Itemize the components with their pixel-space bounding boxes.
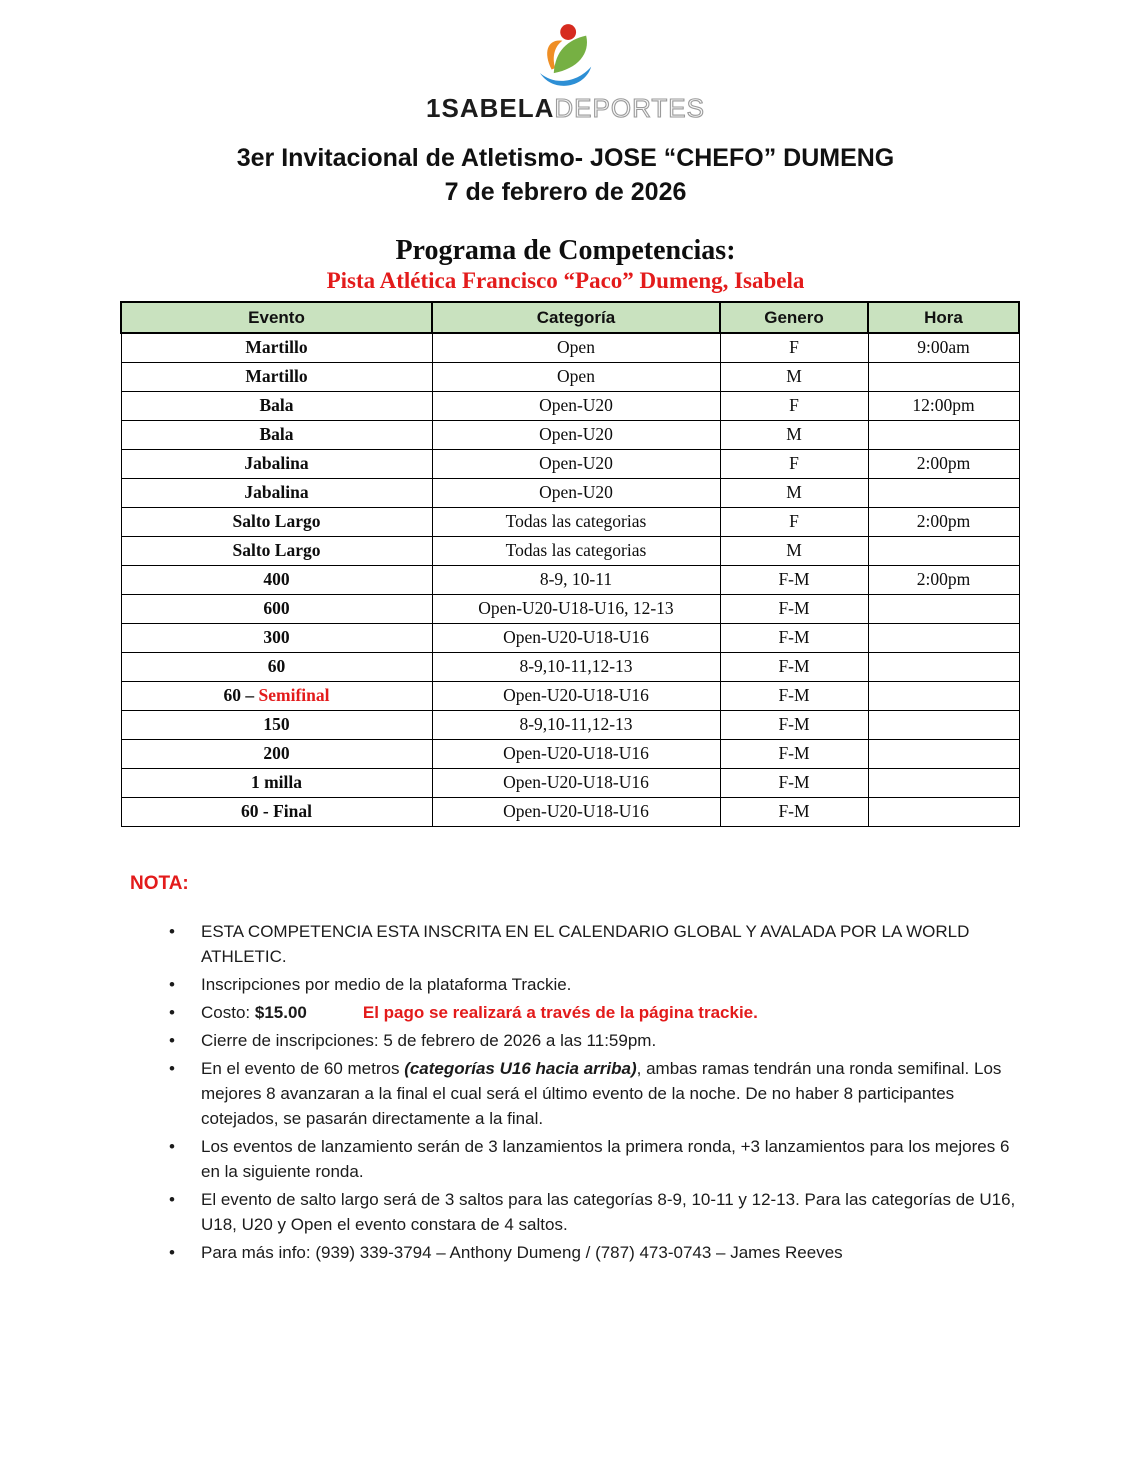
athlete-figure-icon: [518, 22, 614, 94]
event-cell: Martillo: [121, 362, 432, 391]
logo-text-deportes: DEPORTES: [554, 93, 705, 123]
table-row: [121, 623, 1019, 652]
event-cell: 150: [121, 710, 432, 739]
program-title: Programa de Competencias:: [395, 235, 736, 266]
table-row: [121, 681, 1019, 710]
gender-cell: M: [720, 362, 868, 391]
gender-cell: F: [720, 333, 868, 362]
table-row: [121, 710, 1019, 739]
table-row: [121, 565, 1019, 594]
table-row: [121, 449, 1019, 478]
note-segment: Los eventos de lanzamiento serán de 3 lanzamientos la primera ronda, +3 lanzamientos para los mejores 6 en la siguiente ronda.: [201, 1136, 1010, 1181]
event-cell-red-text: Semifinal: [258, 685, 330, 705]
event-title-block: [0, 141, 1131, 209]
gender-cell: M: [720, 536, 868, 565]
note-segment: (categorías U16 hacia arriba): [404, 1058, 637, 1078]
gender-cell: F-M: [720, 739, 868, 768]
event-cell: Salto Largo: [121, 536, 432, 565]
gender-cell: F-M: [720, 565, 868, 594]
table-row: [121, 768, 1019, 797]
gender-cell: F-M: [720, 652, 868, 681]
time-cell: [868, 797, 1019, 826]
note-segment: Para más info: (939) 339-3794 – Anthony Dumeng / (787) 473-0743 – James Reeves: [201, 1242, 843, 1262]
column-header-genero: Genero: [720, 302, 868, 333]
time-cell: [868, 594, 1019, 623]
table-row: [121, 420, 1019, 449]
note-segment: El pago se realizará a través de la página trackie.: [362, 1002, 758, 1022]
time-cell: [868, 681, 1019, 710]
gender-cell: F-M: [720, 681, 868, 710]
table-row: [121, 594, 1019, 623]
note-segment: En el evento de 60 metros: [201, 1058, 405, 1078]
time-cell: [868, 478, 1019, 507]
time-cell: 12:00pm: [868, 391, 1019, 420]
category-cell: Open-U20: [432, 449, 720, 478]
category-cell: Open-U20: [432, 391, 720, 420]
event-cell: 1 milla: [121, 768, 432, 797]
table-row: [121, 797, 1019, 826]
event-title: 3er Invitacional de Atletismo- JOSE “CHEFO” DUMENG: [236, 144, 895, 172]
time-cell: [868, 623, 1019, 652]
note-item: [167, 1056, 1019, 1131]
event-cell-text: 60 –: [223, 685, 259, 705]
time-cell: [868, 362, 1019, 391]
schedule-table-body: [121, 333, 1019, 826]
note-segment: $15.00: [250, 1002, 307, 1022]
category-cell: Open-U20-U18-U16: [432, 623, 720, 652]
table-row: [121, 536, 1019, 565]
category-cell: Open: [432, 333, 720, 362]
gender-cell: F-M: [720, 623, 868, 652]
note-item: [167, 1240, 1019, 1265]
event-cell: 200: [121, 739, 432, 768]
category-cell: 8-9,10-11,12-13: [432, 652, 720, 681]
column-header-evento: Evento: [121, 302, 432, 333]
note-segment: Costo:: [201, 1002, 251, 1022]
logo-wordmark: [426, 95, 705, 121]
time-cell: 2:00pm: [868, 565, 1019, 594]
event-cell: [121, 681, 432, 710]
event-cell: Jabalina: [121, 478, 432, 507]
category-cell: Open-U20-U18-U16, 12-13: [432, 594, 720, 623]
logo: [0, 0, 1131, 121]
gender-cell: F-M: [720, 594, 868, 623]
table-row: [121, 652, 1019, 681]
category-cell: Todas las categorias: [432, 507, 720, 536]
category-cell: 8-9,10-11,12-13: [432, 710, 720, 739]
note-item: [167, 1187, 1019, 1237]
note-item: [167, 1028, 1019, 1053]
category-cell: Open-U20-U18-U16: [432, 768, 720, 797]
category-cell: Open-U20-U18-U16: [432, 681, 720, 710]
venue-subtitle: Pista Atlética Francisco “Paco” Dumeng, Isabela: [326, 268, 805, 293]
time-cell: 2:00pm: [868, 449, 1019, 478]
table-row: [121, 391, 1019, 420]
time-cell: [868, 420, 1019, 449]
note-segment: , ambas ramas tendrán una ronda semifinal. Los mejores 8 avanzaran a la final el cual será el último evento de la noche. De no haber 8 participantes cotejados, se pasarán directamente a la final.: [201, 1058, 1002, 1128]
note-segment: Cierre de inscripciones: 5 de febrero de 2026 a las 11:59pm.: [201, 1030, 657, 1050]
gender-cell: F: [720, 391, 868, 420]
column-header-categor-a: Categoría: [432, 302, 720, 333]
category-cell: Open-U20: [432, 478, 720, 507]
note-item: [167, 972, 1019, 997]
gender-cell: F-M: [720, 797, 868, 826]
column-header-hora: Hora: [868, 302, 1019, 333]
event-cell: Bala: [121, 391, 432, 420]
time-cell: [868, 536, 1019, 565]
category-cell: Open: [432, 362, 720, 391]
event-cell: Salto Largo: [121, 507, 432, 536]
time-cell: [868, 768, 1019, 797]
event-cell: Martillo: [121, 333, 432, 362]
table-row: [121, 507, 1019, 536]
notes-list: [0, 919, 1131, 1265]
gender-cell: F: [720, 507, 868, 536]
note-item: [167, 1134, 1019, 1184]
table-row: [121, 478, 1019, 507]
schedule-table: [120, 301, 1020, 827]
note-segment: El evento de salto largo será de 3 saltos para las categorías 8-9, 10-11 y 12-13. Para las categorías de U16, U18, U20 y Open el evento constara de 4 saltos.: [201, 1189, 1016, 1234]
time-cell: [868, 652, 1019, 681]
event-date: 7 de febrero de 2026: [444, 178, 687, 206]
gender-cell: F-M: [720, 710, 868, 739]
event-cell: 400: [121, 565, 432, 594]
note-segment: Inscripciones por medio de la plataforma Trackie.: [201, 974, 572, 994]
event-cell: 60 - Final: [121, 797, 432, 826]
gender-cell: M: [720, 420, 868, 449]
table-row: [121, 333, 1019, 362]
note-segment: ESTA COMPETENCIA ESTA INSCRITA EN EL CALENDARIO GLOBAL Y AVALADA POR LA WORLD ATHLETIC.: [201, 921, 970, 966]
note-item: [167, 919, 1019, 969]
event-cell: 600: [121, 594, 432, 623]
time-cell: [868, 710, 1019, 739]
time-cell: [868, 739, 1019, 768]
note-item: [167, 1000, 1019, 1025]
logo-text-isabela: 1SABELA: [426, 93, 555, 123]
gender-cell: M: [720, 478, 868, 507]
nota-heading: NOTA:: [130, 872, 189, 894]
event-cell: 60: [121, 652, 432, 681]
event-cell: Jabalina: [121, 449, 432, 478]
table-row: [121, 362, 1019, 391]
table-row: [121, 739, 1019, 768]
category-cell: Open-U20-U18-U16: [432, 739, 720, 768]
category-cell: Open-U20: [432, 420, 720, 449]
category-cell: Open-U20-U18-U16: [432, 797, 720, 826]
time-cell: 2:00pm: [868, 507, 1019, 536]
category-cell: 8-9, 10-11: [432, 565, 720, 594]
event-cell: Bala: [121, 420, 432, 449]
gender-cell: F: [720, 449, 868, 478]
category-cell: Todas las categorias: [432, 536, 720, 565]
gender-cell: F-M: [720, 768, 868, 797]
event-cell: 300: [121, 623, 432, 652]
time-cell: 9:00am: [868, 333, 1019, 362]
table-header-row: [121, 302, 1019, 333]
